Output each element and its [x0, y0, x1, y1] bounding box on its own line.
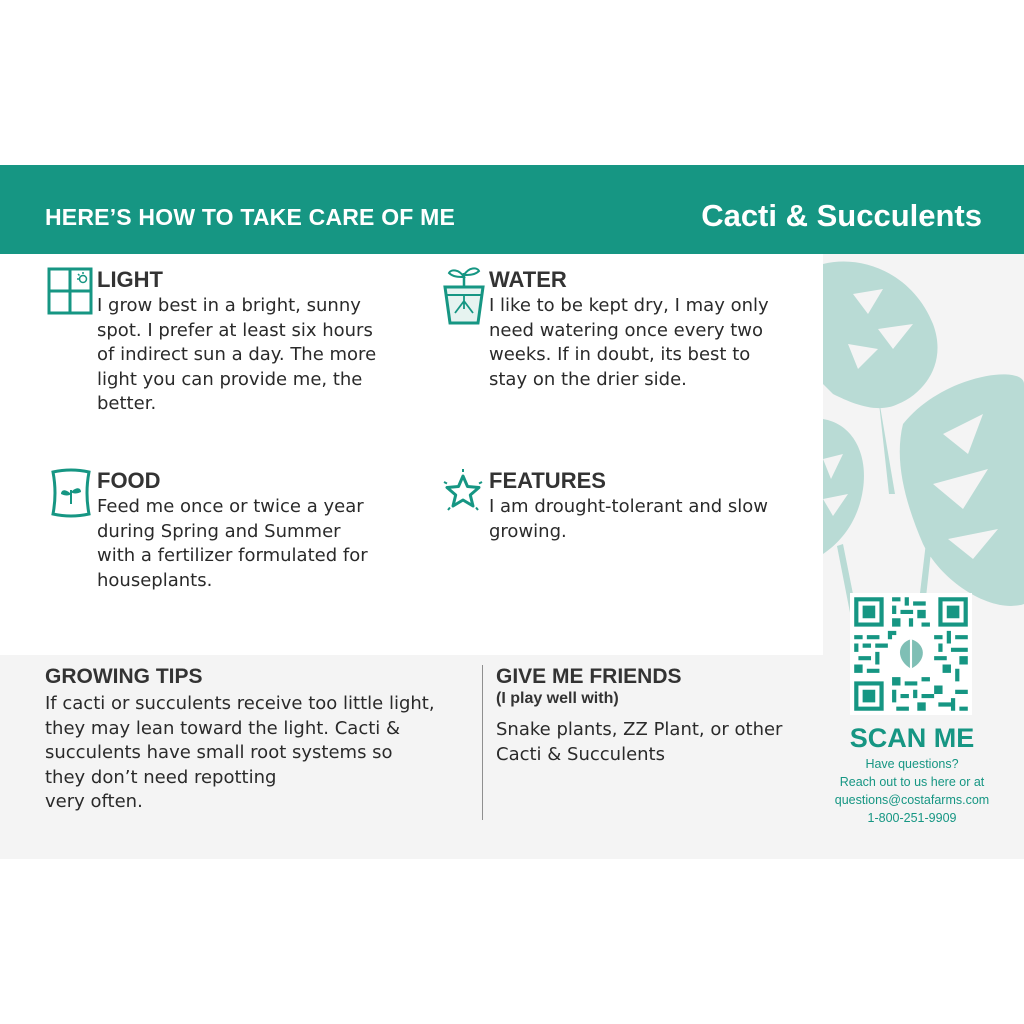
growing-tips-body: If cacti or succulents receive too little light, they may lean toward the light. Cacti & succulents have small root systems so they don’t need repotting very often. — [45, 693, 435, 812]
window-sun-icon — [47, 267, 93, 319]
contact-line2: Reach out to us here or at — [839, 775, 985, 789]
plant-name: Cacti & Succulents — [701, 198, 982, 233]
section-divider — [482, 665, 483, 820]
friends-title: GIVE ME FRIENDS — [496, 665, 682, 688]
food-title: FOOD — [97, 468, 161, 493]
features-body: I am drought-tolerant and slow growing. — [489, 496, 769, 542]
friends-subtitle: (I play well with) — [496, 690, 619, 707]
light-body: I grow best in a bright, sunny spot. I prefer at least six hours of indirect sun a day. The more light you can provide me, the better. — [97, 295, 377, 414]
scan-me-label: SCAN ME — [849, 723, 975, 753]
header-banner — [0, 165, 1024, 254]
water-title: WATER — [489, 267, 567, 292]
growing-tips-title: GROWING TIPS — [45, 665, 203, 688]
friends-body: Snake plants, ZZ Plant, or other Cacti & Succulents — [496, 719, 783, 765]
food-body: Feed me once or twice a year during Spring and Summer with a fertilizer formulated for houseplants. — [97, 496, 368, 591]
care-card — [0, 165, 1024, 859]
qr-code-icon[interactable] — [850, 593, 972, 715]
features-title: FEATURES — [489, 468, 606, 493]
care-heading: HERE’S HOW TO TAKE CARE OF ME — [45, 204, 456, 230]
potted-sprout-icon — [441, 265, 487, 329]
light-title: LIGHT — [97, 267, 163, 292]
fertilizer-bag-icon — [49, 468, 93, 522]
water-body: I like to be kept dry, I may only need watering once every two weeks. If in doubt, its best to stay on the drier side. — [489, 295, 769, 390]
contact-phone[interactable]: 1-800-251-9909 — [867, 811, 957, 825]
star-icon — [440, 468, 486, 518]
contact-email[interactable]: questions@costafarms.com — [834, 793, 990, 807]
contact-line1: Have questions? — [865, 757, 959, 771]
